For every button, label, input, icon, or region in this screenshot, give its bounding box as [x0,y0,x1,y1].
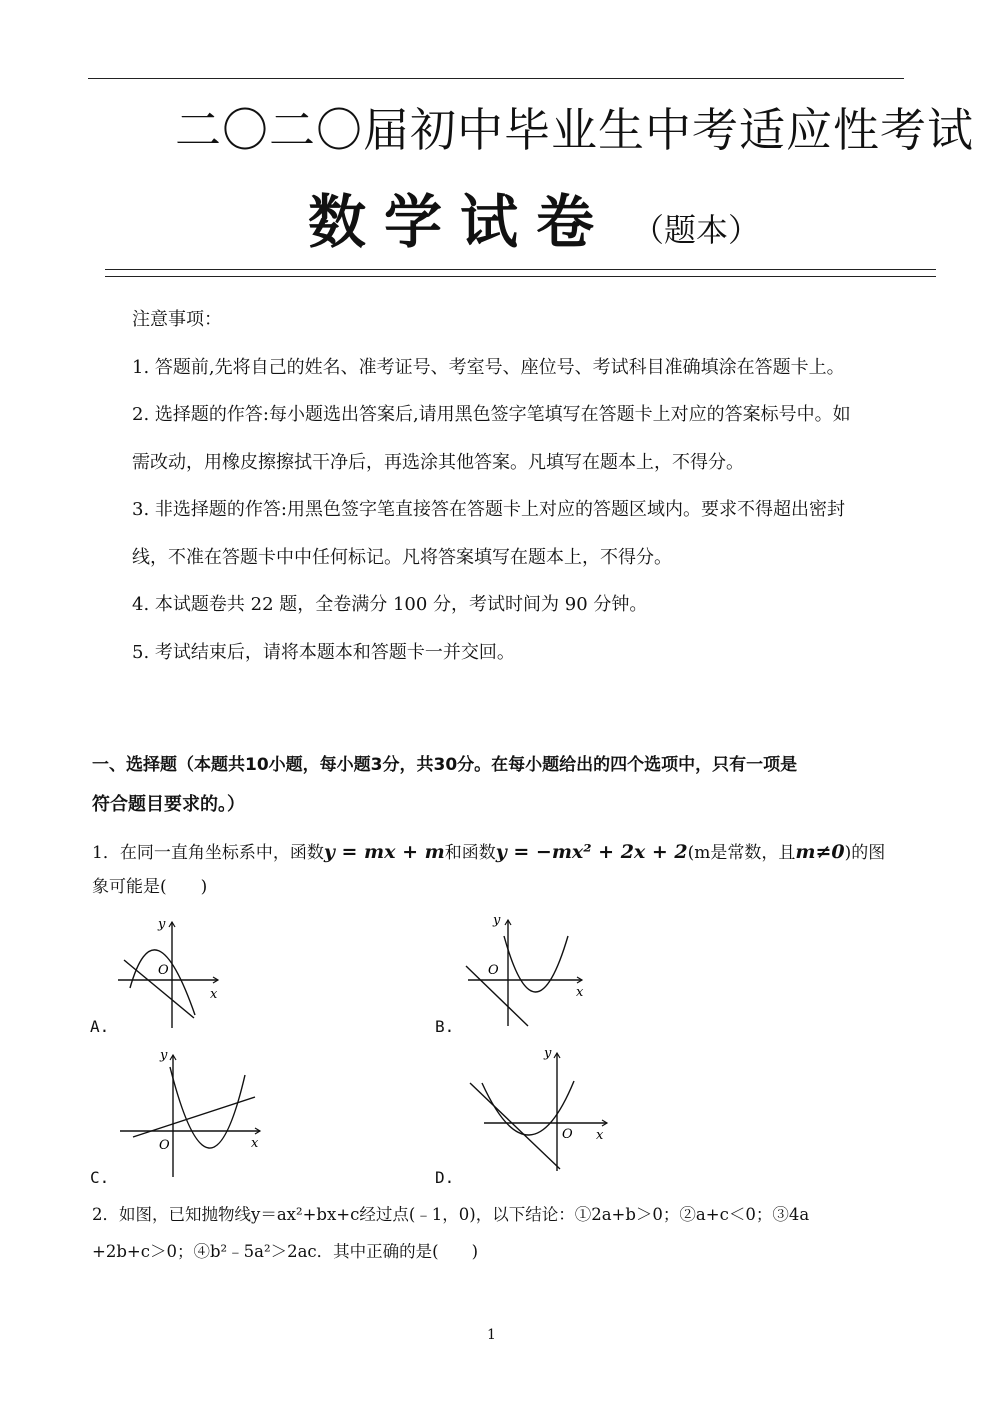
option-c-graph [115,1045,265,1180]
notes-line: 4. 本试题卷共 22 题，全卷满分 100 分，考试时间为 90 分钟。 [132,594,648,615]
q1-func2: y = −mx² + 2x + 2 [495,841,688,863]
q1-prefix: 1．在同一直角坐标系中，函数 [92,843,324,863]
subject-title: 数学试卷 [308,188,613,256]
axis-x-label: x [596,1128,604,1143]
section-heading-line1: 一、选择题（本题共10小题，每小题3分，共30分。在每小题给出的四个选项中，只有一项是 [92,755,798,775]
top-rule [88,78,904,79]
axis-x-label: x [210,987,218,1002]
subject-subtitle: （题本） [632,211,761,249]
option-b-label[interactable]: B. [435,1017,455,1036]
q1-line1 [92,836,885,869]
section-heading [92,745,912,825]
q2-line1: 2．如图，已知抛物线y＝ax²+bx+c经过点(﹣1，0)，以下结论：①2a+b＞0；②a+c＜0；③4a [92,1205,810,1224]
origin-label: O [158,963,169,978]
notes-line: 1. 答题前,先将自己的姓名、准考证号、考室号、座位号、考试科目准确填涂在答题卡上。 [132,356,845,378]
origin-label: O [562,1127,573,1142]
notes-line: 3. 非选择题的作答:用黑色签字笔直接答在答题卡上对应的答题区域内。要求不得超出密封 [132,499,845,520]
option-a-graph [110,910,230,1032]
axis-y-label: y [158,917,166,932]
option-b-graph [460,908,590,1030]
axis-y-label: y [493,913,501,928]
double-rule-top [105,269,936,270]
q2-line2: +2b+c＞0；④b²﹣5a²＞2ac．其中正确的是( ) [92,1242,479,1261]
axis-x-label: x [576,985,584,1000]
axis-y-label: y [544,1046,552,1061]
option-d-label[interactable]: D. [435,1168,455,1187]
q1-func1: y = mx + m [323,841,445,863]
notes-heading: 注意事项： [132,309,222,330]
page-number: 1 [487,1327,496,1343]
origin-label: O [488,963,499,978]
q1-middle: 和函数 [444,843,496,863]
notes-block [132,300,932,680]
notes-line: 5. 考试结束后，请将本题本和答题卡一并交回。 [132,641,515,663]
section-heading-line2: 符合题目要求的。） [92,794,245,815]
q1-line2: 象可能是( ) [92,877,208,897]
option-a-label[interactable]: A. [90,1017,110,1036]
exam-title: 二〇二〇届初中毕业生中考适应性考试 [175,103,974,157]
q1-cond: m≠0 [795,841,845,863]
origin-label: O [159,1138,170,1153]
option-c-label[interactable]: C. [90,1168,110,1187]
notes-line: 2. 选择题的作答:每小题选出答案后,请用黑色签字笔填写在答题卡上对应的答案标号中。如 [132,404,851,425]
option-d-graph [462,1043,612,1173]
axis-y-label: y [160,1048,168,1063]
q1-paren-close: )的图 [844,843,886,863]
notes-line: 线，不准在答题卡中中任何标记。凡将答案填写在题本上，不得分。 [132,546,672,568]
notes-line: 需改动，用橡皮擦擦拭干净后，再选涂其他答案。凡填写在题本上，不得分。 [132,451,744,473]
axis-x-label: x [251,1136,259,1151]
q1-paren-open: (m是常数，且 [687,843,796,863]
double-rule-bottom [105,276,936,277]
